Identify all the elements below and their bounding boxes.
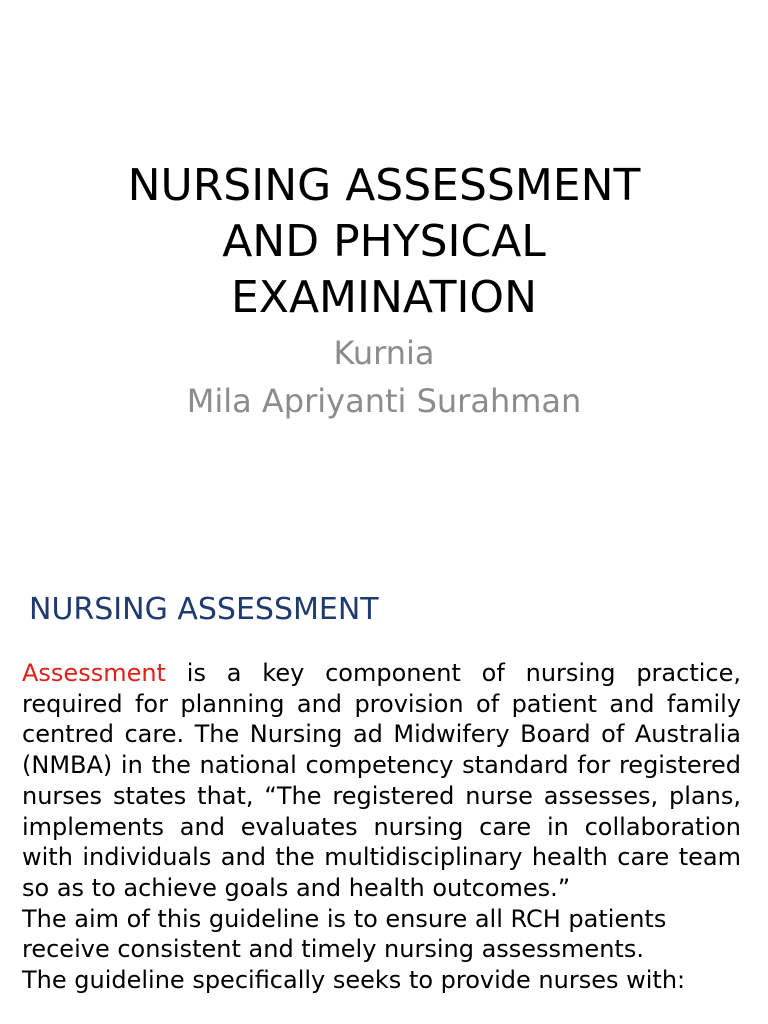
author-name: Kurnia xyxy=(333,334,435,372)
authors xyxy=(0,329,768,425)
keyword-assessment: Assessment xyxy=(22,659,166,687)
paragraph-guideline: The guideline specifically seeks to provide nurses with: xyxy=(22,966,686,995)
content-slide xyxy=(0,576,768,1024)
paragraph-definition-text: is a key component of nursing practice, required for planning and provision of patient and family centred care. The Nursing ad Midwifery Board of Australia (NMBA) in the national competency standard for registered nurses states that, “The registered nurse assesses, plans, implements and evaluates nursing care in collaboration with individuals and the multidisciplinary health care team so as to achieve goals and health outcomes.” xyxy=(22,659,741,902)
body-text xyxy=(22,658,741,996)
title-line: EXAMINATION xyxy=(231,272,537,323)
slide-title xyxy=(0,158,768,326)
paragraph-definition xyxy=(22,658,741,904)
section-heading: NURSING ASSESSMENT xyxy=(29,592,379,627)
paragraph-aim: The aim of this guideline is to ensure all RCH patients receive consistent and timely nursing assessments. xyxy=(22,904,667,964)
title-line: NURSING ASSESSMENT xyxy=(127,160,641,211)
author-name: Mila Apriyanti Surahman xyxy=(186,382,582,420)
title-line: AND PHYSICAL xyxy=(222,216,546,267)
